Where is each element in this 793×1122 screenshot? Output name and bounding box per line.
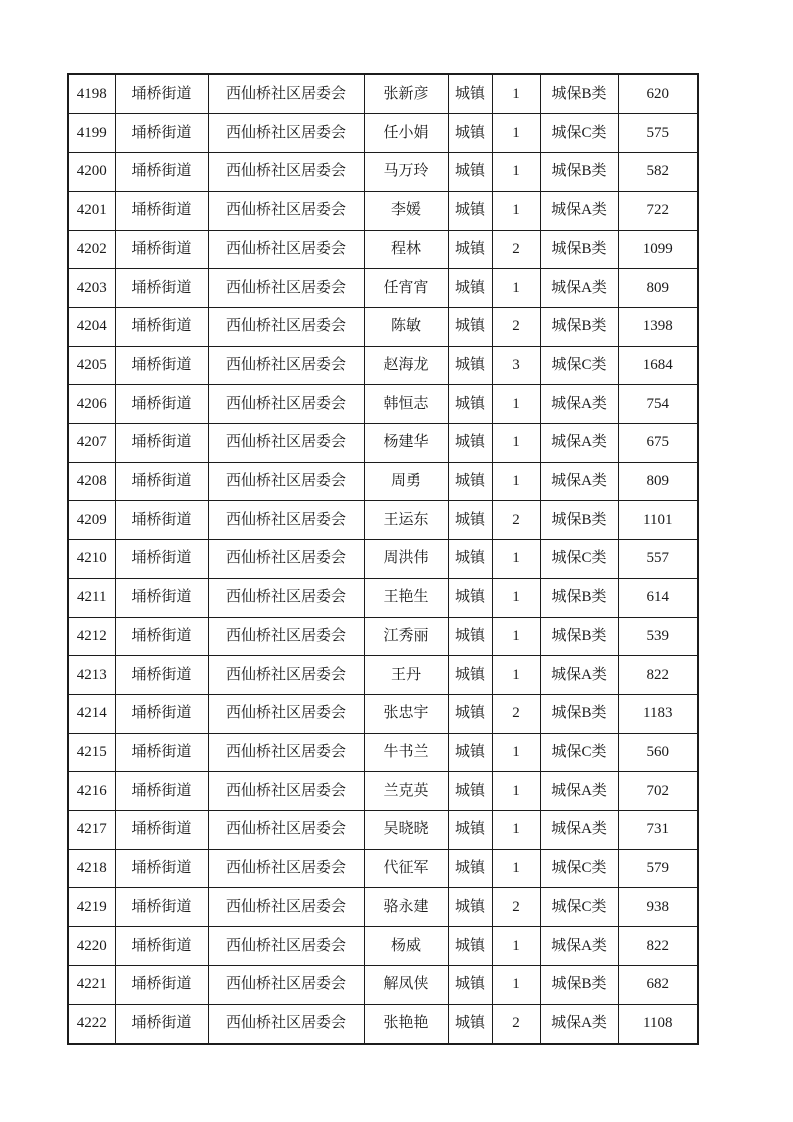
cell-community: 西仙桥社区居委会	[208, 153, 364, 192]
table-row	[68, 1004, 698, 1044]
cell-category: 城保B类	[540, 617, 618, 656]
cell-count: 1	[492, 424, 540, 463]
cell-category: 城保C类	[540, 540, 618, 579]
cell-name: 程林	[364, 230, 448, 269]
cell-count: 1	[492, 733, 540, 772]
cell-street: 埇桥街道	[115, 772, 208, 811]
record-table-body	[68, 74, 698, 1044]
cell-street: 埇桥街道	[115, 578, 208, 617]
cell-category: 城保B类	[540, 501, 618, 540]
cell-type: 城镇	[448, 307, 492, 346]
cell-community: 西仙桥社区居委会	[208, 1004, 364, 1044]
cell-name: 马万玲	[364, 153, 448, 192]
cell-count: 2	[492, 501, 540, 540]
cell-type: 城镇	[448, 424, 492, 463]
cell-serial: 4216	[68, 772, 115, 811]
cell-amount: 582	[618, 153, 698, 192]
cell-street: 埇桥街道	[115, 540, 208, 579]
table-row	[68, 849, 698, 888]
cell-name: 骆永建	[364, 888, 448, 927]
cell-type: 城镇	[448, 191, 492, 230]
cell-serial: 4209	[68, 501, 115, 540]
table-row	[68, 346, 698, 385]
cell-count: 1	[492, 114, 540, 153]
cell-count: 1	[492, 462, 540, 501]
cell-category: 城保C类	[540, 849, 618, 888]
cell-name: 牛书兰	[364, 733, 448, 772]
cell-count: 1	[492, 153, 540, 192]
cell-community: 西仙桥社区居委会	[208, 346, 364, 385]
table-row	[68, 269, 698, 308]
cell-amount: 1099	[618, 230, 698, 269]
cell-category: 城保B类	[540, 230, 618, 269]
cell-street: 埇桥街道	[115, 1004, 208, 1044]
cell-name: 王艳生	[364, 578, 448, 617]
cell-community: 西仙桥社区居委会	[208, 269, 364, 308]
cell-street: 埇桥街道	[115, 656, 208, 695]
cell-amount: 809	[618, 462, 698, 501]
cell-amount: 560	[618, 733, 698, 772]
cell-community: 西仙桥社区居委会	[208, 733, 364, 772]
table-row	[68, 385, 698, 424]
cell-community: 西仙桥社区居委会	[208, 114, 364, 153]
cell-serial: 4215	[68, 733, 115, 772]
cell-type: 城镇	[448, 153, 492, 192]
cell-type: 城镇	[448, 578, 492, 617]
cell-count: 1	[492, 74, 540, 114]
cell-amount: 702	[618, 772, 698, 811]
cell-street: 埇桥街道	[115, 346, 208, 385]
cell-street: 埇桥街道	[115, 849, 208, 888]
cell-type: 城镇	[448, 346, 492, 385]
cell-street: 埇桥街道	[115, 269, 208, 308]
cell-category: 城保B类	[540, 694, 618, 733]
cell-type: 城镇	[448, 462, 492, 501]
table-row	[68, 114, 698, 153]
cell-street: 埇桥街道	[115, 617, 208, 656]
cell-community: 西仙桥社区居委会	[208, 191, 364, 230]
cell-type: 城镇	[448, 811, 492, 850]
cell-category: 城保B类	[540, 307, 618, 346]
cell-category: 城保C类	[540, 114, 618, 153]
cell-count: 2	[492, 307, 540, 346]
cell-count: 1	[492, 540, 540, 579]
cell-category: 城保A类	[540, 385, 618, 424]
cell-name: 王运东	[364, 501, 448, 540]
cell-community: 西仙桥社区居委会	[208, 74, 364, 114]
cell-count: 1	[492, 965, 540, 1004]
cell-serial: 4218	[68, 849, 115, 888]
cell-amount: 938	[618, 888, 698, 927]
cell-name: 任宵宵	[364, 269, 448, 308]
cell-name: 赵海龙	[364, 346, 448, 385]
table-row	[68, 772, 698, 811]
table-row	[68, 191, 698, 230]
cell-serial: 4198	[68, 74, 115, 114]
cell-serial: 4204	[68, 307, 115, 346]
cell-amount: 722	[618, 191, 698, 230]
cell-street: 埇桥街道	[115, 501, 208, 540]
table-row	[68, 617, 698, 656]
table-row	[68, 462, 698, 501]
cell-name: 吴晓晓	[364, 811, 448, 850]
cell-category: 城保A类	[540, 1004, 618, 1044]
cell-serial: 4213	[68, 656, 115, 695]
cell-name: 解凤侠	[364, 965, 448, 1004]
cell-category: 城保B类	[540, 153, 618, 192]
cell-count: 1	[492, 385, 540, 424]
cell-serial: 4200	[68, 153, 115, 192]
cell-serial: 4208	[68, 462, 115, 501]
cell-amount: 682	[618, 965, 698, 1004]
cell-count: 3	[492, 346, 540, 385]
cell-street: 埇桥街道	[115, 307, 208, 346]
cell-street: 埇桥街道	[115, 424, 208, 463]
cell-category: 城保A类	[540, 269, 618, 308]
cell-category: 城保C类	[540, 733, 618, 772]
cell-street: 埇桥街道	[115, 114, 208, 153]
cell-type: 城镇	[448, 849, 492, 888]
cell-count: 1	[492, 849, 540, 888]
cell-count: 2	[492, 1004, 540, 1044]
cell-community: 西仙桥社区居委会	[208, 849, 364, 888]
table-row	[68, 965, 698, 1004]
cell-type: 城镇	[448, 888, 492, 927]
table-row	[68, 733, 698, 772]
table-row	[68, 230, 698, 269]
cell-name: 代征军	[364, 849, 448, 888]
cell-serial: 4203	[68, 269, 115, 308]
cell-street: 埇桥街道	[115, 888, 208, 927]
cell-category: 城保C类	[540, 346, 618, 385]
cell-street: 埇桥街道	[115, 385, 208, 424]
cell-serial: 4217	[68, 811, 115, 850]
table-row	[68, 74, 698, 114]
cell-serial: 4222	[68, 1004, 115, 1044]
cell-type: 城镇	[448, 385, 492, 424]
cell-serial: 4214	[68, 694, 115, 733]
cell-name: 任小娟	[364, 114, 448, 153]
cell-count: 2	[492, 694, 540, 733]
cell-category: 城保A类	[540, 811, 618, 850]
cell-community: 西仙桥社区居委会	[208, 656, 364, 695]
cell-street: 埇桥街道	[115, 153, 208, 192]
cell-amount: 579	[618, 849, 698, 888]
cell-type: 城镇	[448, 74, 492, 114]
cell-count: 1	[492, 617, 540, 656]
cell-amount: 822	[618, 927, 698, 966]
table-row	[68, 694, 698, 733]
cell-street: 埇桥街道	[115, 694, 208, 733]
cell-community: 西仙桥社区居委会	[208, 578, 364, 617]
cell-street: 埇桥街道	[115, 965, 208, 1004]
cell-street: 埇桥街道	[115, 733, 208, 772]
table-row	[68, 888, 698, 927]
cell-type: 城镇	[448, 694, 492, 733]
cell-count: 1	[492, 191, 540, 230]
table-row	[68, 153, 698, 192]
cell-type: 城镇	[448, 927, 492, 966]
cell-name: 杨威	[364, 927, 448, 966]
cell-name: 周勇	[364, 462, 448, 501]
cell-count: 1	[492, 772, 540, 811]
cell-serial: 4221	[68, 965, 115, 1004]
cell-community: 西仙桥社区居委会	[208, 617, 364, 656]
cell-type: 城镇	[448, 617, 492, 656]
cell-serial: 4220	[68, 927, 115, 966]
cell-type: 城镇	[448, 269, 492, 308]
cell-category: 城保B类	[540, 965, 618, 1004]
cell-serial: 4202	[68, 230, 115, 269]
cell-serial: 4219	[68, 888, 115, 927]
cell-name: 兰克英	[364, 772, 448, 811]
cell-type: 城镇	[448, 114, 492, 153]
cell-name: 杨建华	[364, 424, 448, 463]
cell-category: 城保C类	[540, 888, 618, 927]
cell-count: 1	[492, 578, 540, 617]
cell-type: 城镇	[448, 733, 492, 772]
cell-name: 周洪伟	[364, 540, 448, 579]
cell-amount: 557	[618, 540, 698, 579]
cell-community: 西仙桥社区居委会	[208, 811, 364, 850]
cell-street: 埇桥街道	[115, 191, 208, 230]
cell-category: 城保A类	[540, 191, 618, 230]
cell-community: 西仙桥社区居委会	[208, 385, 364, 424]
cell-serial: 4210	[68, 540, 115, 579]
cell-street: 埇桥街道	[115, 462, 208, 501]
table-row	[68, 811, 698, 850]
cell-community: 西仙桥社区居委会	[208, 694, 364, 733]
cell-community: 西仙桥社区居委会	[208, 888, 364, 927]
cell-community: 西仙桥社区居委会	[208, 501, 364, 540]
cell-name: 李媛	[364, 191, 448, 230]
cell-type: 城镇	[448, 540, 492, 579]
cell-amount: 614	[618, 578, 698, 617]
cell-amount: 539	[618, 617, 698, 656]
table-row	[68, 927, 698, 966]
cell-amount: 809	[618, 269, 698, 308]
cell-type: 城镇	[448, 230, 492, 269]
cell-serial: 4212	[68, 617, 115, 656]
cell-name: 陈敏	[364, 307, 448, 346]
cell-name: 张艳艳	[364, 1004, 448, 1044]
cell-amount: 675	[618, 424, 698, 463]
cell-serial: 4201	[68, 191, 115, 230]
cell-count: 2	[492, 888, 540, 927]
cell-name: 张忠宇	[364, 694, 448, 733]
cell-category: 城保A类	[540, 424, 618, 463]
cell-count: 1	[492, 269, 540, 308]
cell-type: 城镇	[448, 501, 492, 540]
cell-serial: 4211	[68, 578, 115, 617]
cell-amount: 1684	[618, 346, 698, 385]
cell-count: 1	[492, 656, 540, 695]
cell-amount: 731	[618, 811, 698, 850]
cell-amount: 1101	[618, 501, 698, 540]
cell-street: 埇桥街道	[115, 927, 208, 966]
cell-name: 张新彦	[364, 74, 448, 114]
cell-type: 城镇	[448, 1004, 492, 1044]
cell-community: 西仙桥社区居委会	[208, 307, 364, 346]
cell-category: 城保A类	[540, 656, 618, 695]
cell-community: 西仙桥社区居委会	[208, 540, 364, 579]
cell-amount: 1398	[618, 307, 698, 346]
cell-amount: 1183	[618, 694, 698, 733]
table-row	[68, 307, 698, 346]
cell-amount: 575	[618, 114, 698, 153]
table-row	[68, 501, 698, 540]
cell-amount: 754	[618, 385, 698, 424]
resident-insurance-table	[67, 73, 699, 1045]
cell-serial: 4199	[68, 114, 115, 153]
cell-category: 城保B类	[540, 74, 618, 114]
cell-name: 韩恒志	[364, 385, 448, 424]
cell-community: 西仙桥社区居委会	[208, 230, 364, 269]
cell-category: 城保B类	[540, 578, 618, 617]
cell-category: 城保A类	[540, 927, 618, 966]
table-row	[68, 424, 698, 463]
cell-type: 城镇	[448, 772, 492, 811]
cell-community: 西仙桥社区居委会	[208, 462, 364, 501]
cell-name: 王丹	[364, 656, 448, 695]
cell-serial: 4205	[68, 346, 115, 385]
cell-street: 埇桥街道	[115, 811, 208, 850]
cell-community: 西仙桥社区居委会	[208, 927, 364, 966]
cell-name: 江秀丽	[364, 617, 448, 656]
cell-amount: 822	[618, 656, 698, 695]
cell-amount: 620	[618, 74, 698, 114]
cell-serial: 4206	[68, 385, 115, 424]
cell-category: 城保A类	[540, 772, 618, 811]
cell-serial: 4207	[68, 424, 115, 463]
cell-amount: 1108	[618, 1004, 698, 1044]
cell-count: 2	[492, 230, 540, 269]
cell-category: 城保A类	[540, 462, 618, 501]
cell-count: 1	[492, 811, 540, 850]
cell-type: 城镇	[448, 656, 492, 695]
cell-community: 西仙桥社区居委会	[208, 424, 364, 463]
cell-community: 西仙桥社区居委会	[208, 772, 364, 811]
table-row	[68, 540, 698, 579]
cell-count: 1	[492, 927, 540, 966]
cell-street: 埇桥街道	[115, 74, 208, 114]
table-row	[68, 656, 698, 695]
cell-type: 城镇	[448, 965, 492, 1004]
table-row	[68, 578, 698, 617]
cell-street: 埇桥街道	[115, 230, 208, 269]
cell-community: 西仙桥社区居委会	[208, 965, 364, 1004]
